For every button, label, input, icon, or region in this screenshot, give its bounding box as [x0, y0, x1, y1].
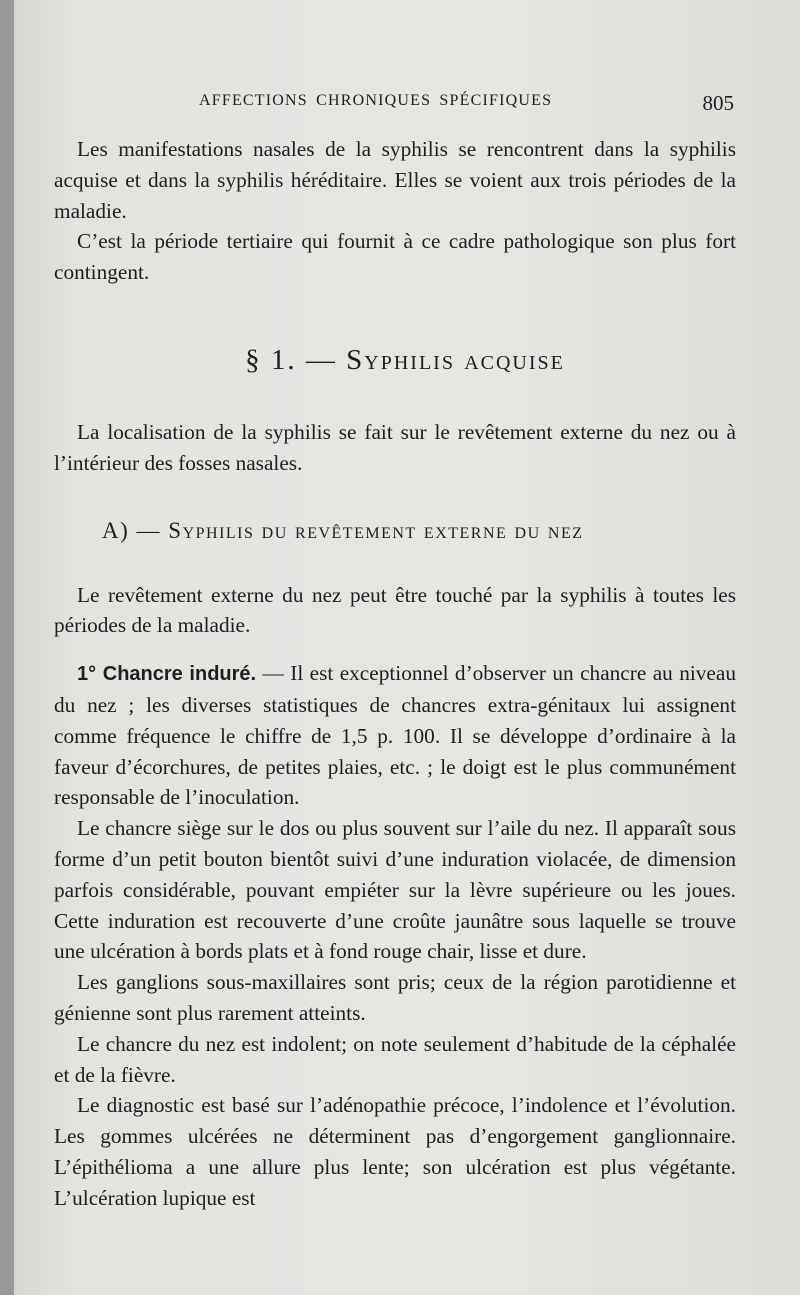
subsection-dash: — [136, 517, 162, 543]
section-title: Syphilis acquise [346, 343, 565, 376]
subsection-marker: A) [102, 517, 130, 543]
section-paragraph: La localisation de la syphilis se fait sur le revêtement externe du nez ou à l’intérieur des fosses nasales. [54, 419, 736, 475]
chancre-paragraph-3: Les ganglions sous-maxillaires sont pris; ceux de la région parotidienne et génienne sont plus rarement atteints. [54, 970, 736, 1025]
subsection-paragraph: Le revêtement externe du nez peut être touché par la syphilis à toutes les périodes de la maladie. [54, 582, 736, 638]
running-head: AFFECTIONS CHRONIQUES SPÉCIFIQUES [199, 92, 553, 109]
chancre-paragraph-4: Le chancre du nez est indolent; on note seulement d’habitude de la céphalée et de la fièvre. [54, 1031, 736, 1087]
chancre-paragraph-2: Le chancre siège sur le dos ou plus souvent sur l’aile du nez. Il apparaît sous forme d’un petit bouton bientôt suivi d’une induration violacée, de dimension parfois considérable, pouvant empiéter sur la lèvre supérieure ou les joues. Cette induration est recouverte d’une croûte jaunâtre sous laquelle se trouve une ulcération à bords plats et à fond rouge chair, lisse et dure. [54, 816, 736, 964]
chancre-text: — Il est exceptionnel d’observer un chancre au niveau du nez ; les diverses statistiques de chancres extra-génitaux lui assignent comme fréquence le chiffre de 1,5 p. 100. Il se développe d’ordinaire à la faveur d’écorchures, de petites plaies, etc. ; le doigt est le plus communément responsable de l’inoculation. [54, 661, 736, 810]
section-number: § 1. [245, 343, 297, 376]
chancre-lead: 1° Chancre induré. [77, 663, 257, 686]
intro-paragraph-1: Les manifestations nasales de la syphilis se rencontrent dans la syphilis acquise et dans la syphilis héréditaire. Elles se voient aux trois périodes de la maladie. [54, 137, 736, 223]
section-heading [54, 344, 736, 377]
page-body [54, 134, 736, 1214]
section-dash: — [305, 343, 337, 376]
chancre-paragraph [54, 658, 736, 813]
chancre-paragraph-5: Le diagnostic est basé sur l’adénopathie précoce, l’indolence et l’évolution. Les gommes ulcérées ne déterminent pas d’engorgement ganglionnaire. L’épithélioma a une allure plus lente; son ulcération est plus végétante. L’ulcération lupique est [54, 1093, 736, 1210]
intro-paragraph-2: C’est la période tertiaire qui fournit à ce cadre pathologique son plus fort contingent. [54, 229, 736, 285]
book-page [14, 0, 800, 1295]
page-number: 805 [702, 91, 734, 115]
page-header [14, 92, 800, 120]
subsection-title: Syphilis du revêtement externe du nez [168, 517, 584, 543]
subsection-heading [54, 518, 736, 544]
